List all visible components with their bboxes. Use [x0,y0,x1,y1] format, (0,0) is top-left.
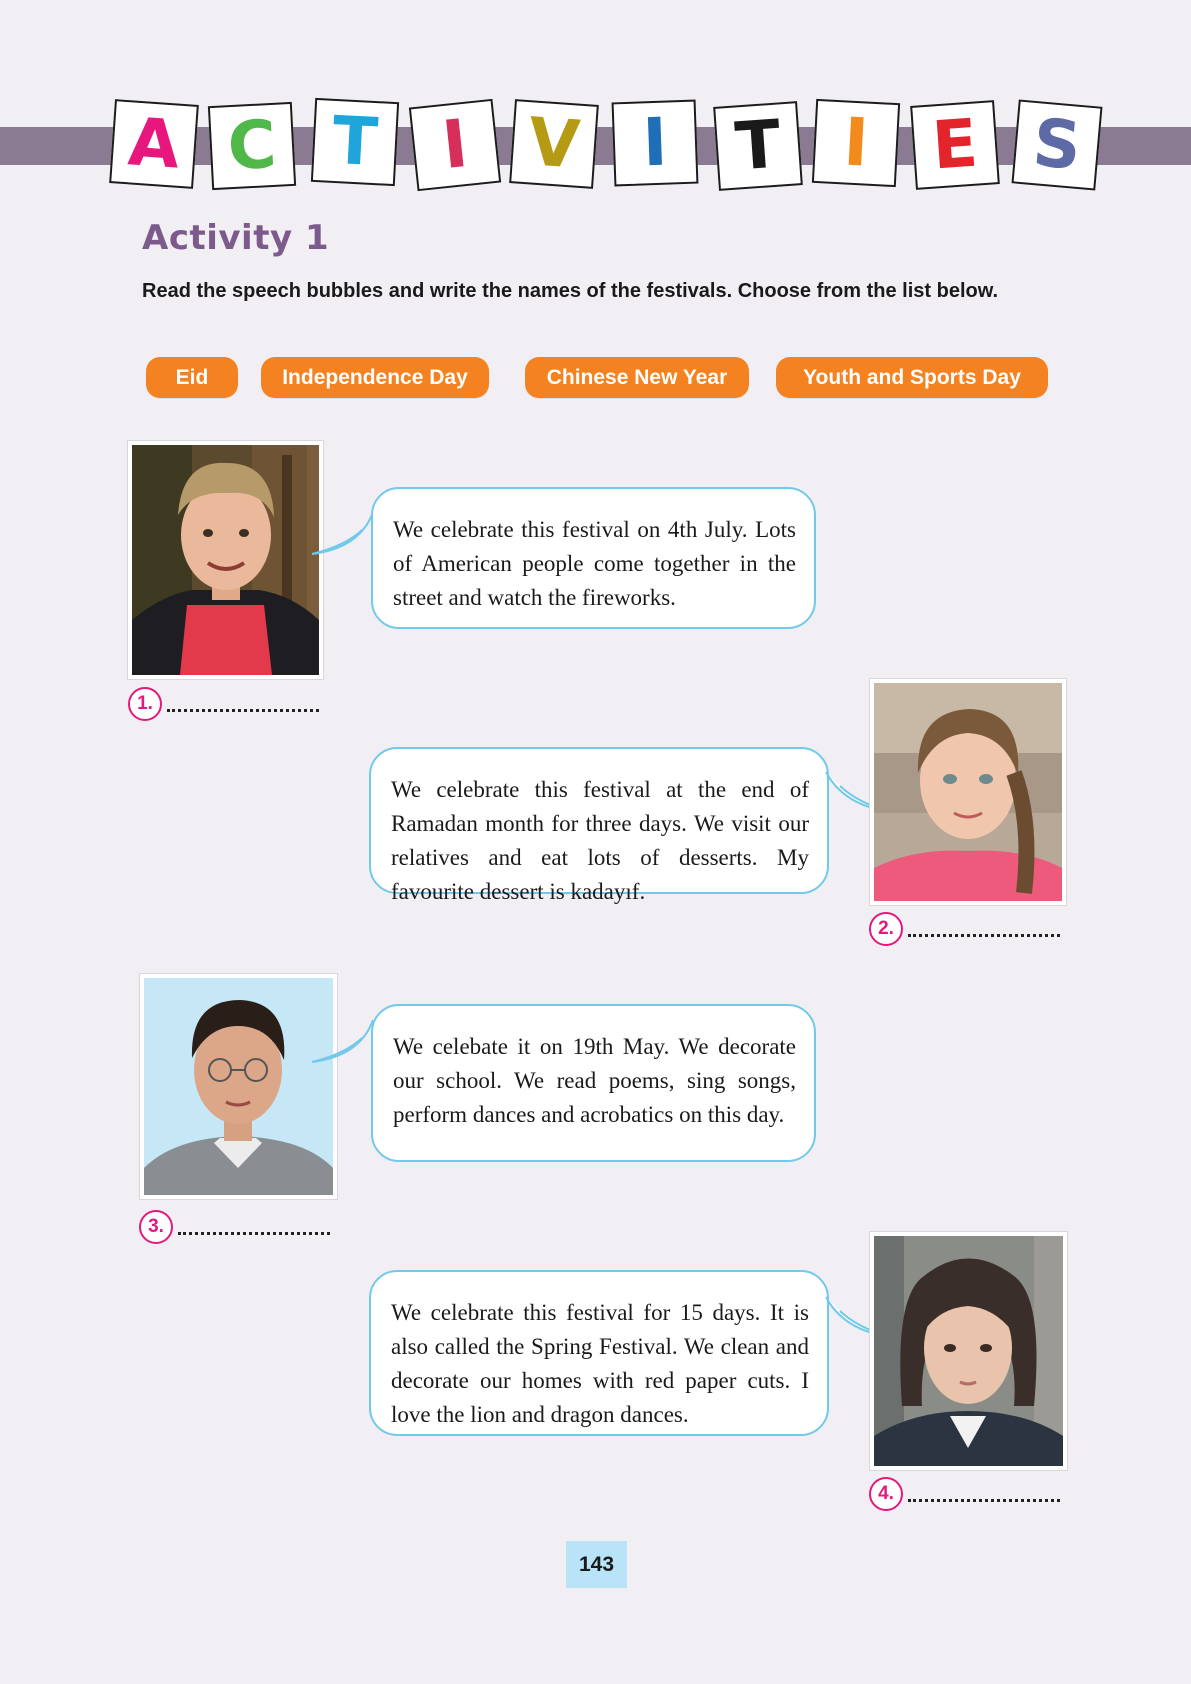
banner-letter-t: T [311,98,399,186]
bubble-tail-3 [310,1018,375,1068]
item-number-3: 3. [139,1210,173,1244]
answer-line-4 [869,1477,1060,1511]
banner-letter-c: C [208,102,296,190]
banner-letter-t-2: T [713,101,803,191]
banner-letter-i: I [409,99,501,191]
banner-letter-v: V [509,99,599,189]
banner-letter-e: E [910,100,1000,190]
item-number-2: 2. [869,912,903,946]
answer-line-3 [139,1210,330,1244]
option-chip-youth-and-sports-day: Youth and Sports Day [776,357,1048,398]
instructions: Read the speech bubbles and write the names of the festivals. Choose from the list below. [142,280,999,302]
banner-letter-i-2: I [612,100,699,187]
speech-bubble-3: We celebate it on 19th May. We decorate our school. We read poems, sing songs, perform dances and acrobatics on this day. [371,1004,816,1162]
page-number: 143 [566,1541,627,1588]
answer-blank-2[interactable] [908,928,1060,937]
banner-letter-a: A [109,99,199,189]
item-number-1: 1. [128,687,162,721]
activity-title: Activity 1 [142,218,330,258]
girl-braids-photo [870,679,1066,905]
bubble-tail-1 [310,510,375,560]
option-chip-chinese-new-year: Chinese New Year [525,357,749,398]
speech-bubble-1: We celebrate this festival on 4th July. Lots of American people come together in the street and watch the fireworks. [371,487,816,629]
answer-blank-4[interactable] [908,1493,1060,1502]
option-chip-independence-day: Independence Day [261,357,489,398]
speech-bubble-2: We celebrate this festival at the end of Ramadan month for three days. We visit our relatives and eat lots of desserts. My favourite dessert is kadayıf. [369,747,829,894]
boy-red-shirt-photo [128,441,323,679]
answer-blank-1[interactable] [167,703,319,712]
activities-banner [0,0,1191,200]
answer-line-2 [869,912,1060,946]
boy-glasses-photo [140,974,337,1199]
answer-line-1 [128,687,319,721]
option-chip-eid: Eid [146,357,238,398]
girl-school-uniform-photo [870,1232,1067,1470]
banner-letter-s: S [1011,99,1102,190]
banner-letter-i-3: I [812,99,900,187]
answer-blank-3[interactable] [178,1226,330,1235]
speech-bubble-4: We celebrate this festival for 15 days. It is also called the Spring Festival. We clean and decorate our homes with red paper cuts. I love the lion and dragon dances. [369,1270,829,1436]
item-number-4: 4. [869,1477,903,1511]
